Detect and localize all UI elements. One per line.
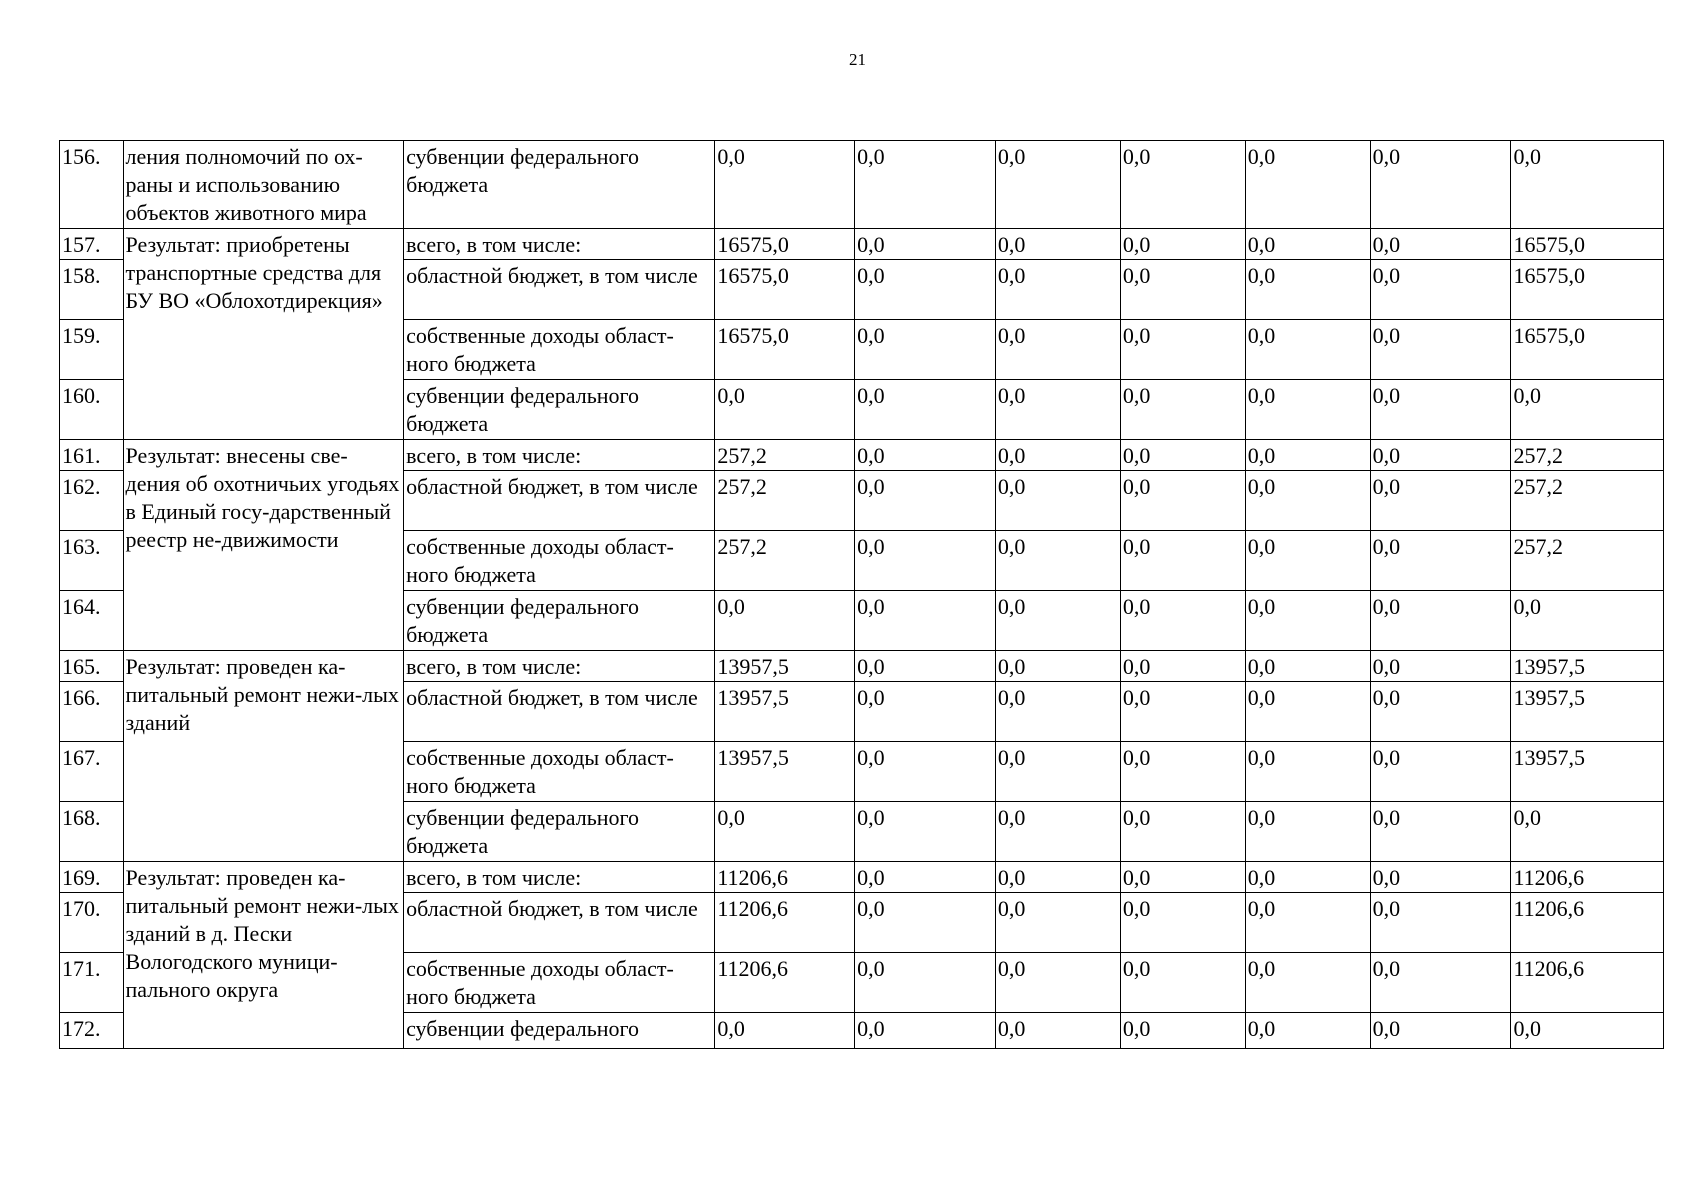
funding-source: собственные доходы област-ного бюджета: [404, 953, 715, 1013]
amount-cell: 0,0: [1245, 229, 1370, 260]
amount-cell: 0,0: [855, 1013, 996, 1049]
amount-cell: 0,0: [1120, 802, 1245, 862]
amount-cell: 0,0: [1120, 953, 1245, 1013]
funding-source: собственные доходы област-ного бюджета: [404, 320, 715, 380]
amount-cell: 257,2: [1511, 440, 1664, 471]
amount-cell: 0,0: [1511, 380, 1664, 440]
amount-cell: 13957,5: [1511, 682, 1664, 742]
amount-cell: 0,0: [715, 802, 855, 862]
amount-cell: 16575,0: [715, 320, 855, 380]
row-number: 164.: [60, 591, 124, 651]
amount-cell: 0,0: [995, 471, 1120, 531]
result-description: Результат: проведен ка-питальный ремонт нежи-лых зданий в д. Пески Вологодского муници-пального округа: [123, 862, 404, 1049]
amount-cell: 0,0: [1245, 651, 1370, 682]
result-description: Результат: проведен ка-питальный ремонт нежи-лых зданий: [123, 651, 404, 862]
amount-cell: 0,0: [1370, 742, 1511, 802]
amount-cell: 0,0: [1120, 471, 1245, 531]
amount-cell: 0,0: [1245, 862, 1370, 893]
amount-cell: 0,0: [855, 471, 996, 531]
amount-cell: 0,0: [995, 862, 1120, 893]
amount-cell: 0,0: [855, 742, 996, 802]
amount-cell: 0,0: [1120, 742, 1245, 802]
amount-cell: 0,0: [1120, 320, 1245, 380]
amount-cell: 0,0: [995, 141, 1120, 229]
amount-cell: 0,0: [855, 440, 996, 471]
amount-cell: 0,0: [1370, 141, 1511, 229]
amount-cell: 0,0: [855, 591, 996, 651]
funding-source: субвенции федерального бюджета: [404, 141, 715, 229]
amount-cell: 0,0: [1370, 1013, 1511, 1049]
amount-cell: 0,0: [855, 682, 996, 742]
amount-cell: 0,0: [1370, 229, 1511, 260]
amount-cell: 0,0: [1370, 260, 1511, 320]
amount-cell: 0,0: [855, 802, 996, 862]
amount-cell: 0,0: [1245, 141, 1370, 229]
row-number: 160.: [60, 380, 124, 440]
amount-cell: 16575,0: [715, 260, 855, 320]
amount-cell: 0,0: [1245, 802, 1370, 862]
amount-cell: 16575,0: [1511, 229, 1664, 260]
table-row: [60, 440, 1664, 471]
amount-cell: 0,0: [1245, 953, 1370, 1013]
amount-cell: 16575,0: [715, 229, 855, 260]
amount-cell: 0,0: [1370, 591, 1511, 651]
amount-cell: 0,0: [855, 651, 996, 682]
amount-cell: 13957,5: [1511, 651, 1664, 682]
funding-source: субвенции федерального бюджета: [404, 380, 715, 440]
amount-cell: 0,0: [1245, 682, 1370, 742]
funding-source: субвенции федерального бюджета: [404, 591, 715, 651]
row-number: 158.: [60, 260, 124, 320]
amount-cell: 0,0: [1370, 471, 1511, 531]
row-number: 171.: [60, 953, 124, 1013]
amount-cell: 0,0: [1511, 802, 1664, 862]
amount-cell: 0,0: [1245, 591, 1370, 651]
row-number: 159.: [60, 320, 124, 380]
funding-source: субвенции федерального: [404, 1013, 715, 1049]
amount-cell: 0,0: [995, 320, 1120, 380]
funding-source: областной бюджет, в том числе: [404, 471, 715, 531]
amount-cell: 0,0: [995, 893, 1120, 953]
amount-cell: 0,0: [1245, 742, 1370, 802]
amount-cell: 0,0: [1120, 440, 1245, 471]
amount-cell: 16575,0: [1511, 320, 1664, 380]
amount-cell: 257,2: [1511, 531, 1664, 591]
amount-cell: 0,0: [995, 802, 1120, 862]
amount-cell: 0,0: [995, 1013, 1120, 1049]
amount-cell: 0,0: [855, 229, 996, 260]
amount-cell: 0,0: [1120, 229, 1245, 260]
amount-cell: 0,0: [855, 380, 996, 440]
amount-cell: 257,2: [715, 471, 855, 531]
amount-cell: 16575,0: [1511, 260, 1664, 320]
amount-cell: 11206,6: [1511, 893, 1664, 953]
amount-cell: 0,0: [1245, 471, 1370, 531]
funding-source: субвенции федерального бюджета: [404, 802, 715, 862]
table-row: [60, 862, 1664, 893]
amount-cell: 0,0: [995, 591, 1120, 651]
amount-cell: 0,0: [1370, 651, 1511, 682]
row-number: 169.: [60, 862, 124, 893]
amount-cell: 0,0: [995, 229, 1120, 260]
amount-cell: 13957,5: [715, 682, 855, 742]
funding-source: областной бюджет, в том числе: [404, 260, 715, 320]
table-row: [60, 651, 1664, 682]
amount-cell: 0,0: [995, 440, 1120, 471]
amount-cell: 11206,6: [715, 862, 855, 893]
amount-cell: 0,0: [995, 531, 1120, 591]
row-number: 156.: [60, 141, 124, 229]
amount-cell: 0,0: [995, 682, 1120, 742]
amount-cell: 0,0: [1120, 380, 1245, 440]
amount-cell: 11206,6: [715, 893, 855, 953]
funding-source: областной бюджет, в том числе: [404, 682, 715, 742]
funding-source: всего, в том числе:: [404, 229, 715, 260]
amount-cell: 0,0: [1511, 141, 1664, 229]
amount-cell: 0,0: [715, 1013, 855, 1049]
amount-cell: 0,0: [995, 742, 1120, 802]
table-row: [60, 141, 1664, 229]
amount-cell: 0,0: [855, 531, 996, 591]
result-description: ления полномочий по ох-раны и использованию объектов животного мира: [123, 141, 404, 229]
amount-cell: 11206,6: [1511, 953, 1664, 1013]
row-number: 168.: [60, 802, 124, 862]
amount-cell: 0,0: [1370, 531, 1511, 591]
amount-cell: 0,0: [1120, 651, 1245, 682]
funding-source: областной бюджет, в том числе: [404, 893, 715, 953]
amount-cell: 0,0: [855, 862, 996, 893]
amount-cell: 0,0: [855, 141, 996, 229]
amount-cell: 0,0: [1120, 531, 1245, 591]
funding-source: всего, в том числе:: [404, 862, 715, 893]
amount-cell: 0,0: [855, 893, 996, 953]
amount-cell: 0,0: [855, 320, 996, 380]
amount-cell: 0,0: [1370, 802, 1511, 862]
amount-cell: 11206,6: [1511, 862, 1664, 893]
amount-cell: 0,0: [1245, 320, 1370, 380]
amount-cell: 0,0: [1245, 380, 1370, 440]
amount-cell: 0,0: [1120, 260, 1245, 320]
page-number: 21: [849, 50, 866, 69]
amount-cell: 0,0: [1245, 440, 1370, 471]
row-number: 157.: [60, 229, 124, 260]
amount-cell: 0,0: [1245, 893, 1370, 953]
amount-cell: 0,0: [1120, 141, 1245, 229]
row-number: 170.: [60, 893, 124, 953]
amount-cell: 0,0: [1511, 1013, 1664, 1049]
result-description: Результат: внесены све-дения об охотничьих угодьях в Единый госу-дарственный реестр не-движимости: [123, 440, 404, 651]
row-number: 172.: [60, 1013, 124, 1049]
amount-cell: 0,0: [995, 260, 1120, 320]
amount-cell: 0,0: [1120, 1013, 1245, 1049]
row-number: 166.: [60, 682, 124, 742]
amount-cell: 0,0: [855, 260, 996, 320]
amount-cell: 257,2: [1511, 471, 1664, 531]
result-description: Результат: приобретены транспортные средства для БУ ВО «Облохотдирекция»: [123, 229, 404, 440]
row-number: 165.: [60, 651, 124, 682]
amount-cell: 0,0: [1370, 893, 1511, 953]
amount-cell: 11206,6: [715, 953, 855, 1013]
amount-cell: 0,0: [1245, 1013, 1370, 1049]
amount-cell: 0,0: [1511, 591, 1664, 651]
row-number: 163.: [60, 531, 124, 591]
amount-cell: 0,0: [1245, 260, 1370, 320]
amount-cell: 0,0: [995, 651, 1120, 682]
amount-cell: 257,2: [715, 440, 855, 471]
amount-cell: 0,0: [995, 953, 1120, 1013]
budget-table: [59, 140, 1664, 1049]
funding-source: всего, в том числе:: [404, 440, 715, 471]
amount-cell: 0,0: [715, 591, 855, 651]
amount-cell: 0,0: [1370, 440, 1511, 471]
amount-cell: 0,0: [715, 141, 855, 229]
funding-source: собственные доходы област-ного бюджета: [404, 742, 715, 802]
amount-cell: 0,0: [1370, 953, 1511, 1013]
table-row: [60, 229, 1664, 260]
amount-cell: 0,0: [1120, 682, 1245, 742]
amount-cell: 257,2: [715, 531, 855, 591]
row-number: 167.: [60, 742, 124, 802]
row-number: 162.: [60, 471, 124, 531]
amount-cell: 0,0: [855, 953, 996, 1013]
amount-cell: 0,0: [1370, 682, 1511, 742]
amount-cell: 13957,5: [1511, 742, 1664, 802]
funding-source: всего, в том числе:: [404, 651, 715, 682]
amount-cell: 0,0: [1120, 591, 1245, 651]
amount-cell: 0,0: [715, 380, 855, 440]
amount-cell: 0,0: [995, 380, 1120, 440]
amount-cell: 0,0: [1120, 862, 1245, 893]
amount-cell: 0,0: [1370, 320, 1511, 380]
funding-source: собственные доходы област-ного бюджета: [404, 531, 715, 591]
row-number: 161.: [60, 440, 124, 471]
amount-cell: 0,0: [1120, 893, 1245, 953]
amount-cell: 0,0: [1245, 531, 1370, 591]
amount-cell: 13957,5: [715, 742, 855, 802]
amount-cell: 0,0: [1370, 862, 1511, 893]
amount-cell: 13957,5: [715, 651, 855, 682]
amount-cell: 0,0: [1370, 380, 1511, 440]
